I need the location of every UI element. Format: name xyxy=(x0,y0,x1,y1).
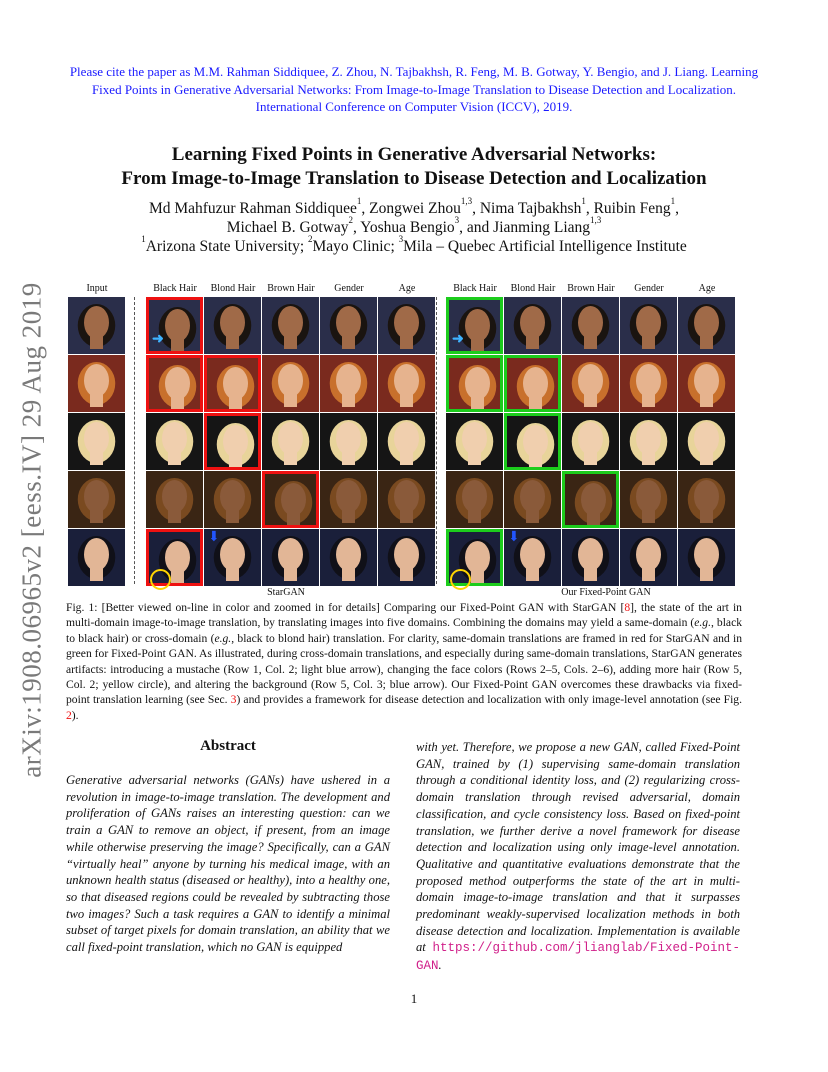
ours-output-image xyxy=(678,355,735,412)
stargan-output-image xyxy=(320,471,377,528)
title-line-2: From Image-to-Image Translation to Disease Detection and Localization xyxy=(121,168,707,189)
authors-line-2 xyxy=(60,215,768,237)
affil-mark: 2 xyxy=(308,234,313,244)
column-header: Input xyxy=(86,283,108,294)
stargan-output-image xyxy=(262,355,319,412)
caption-italic: e.g. xyxy=(694,616,711,630)
stargan-output-image xyxy=(262,297,319,354)
stargan-label: StarGAN xyxy=(267,587,305,598)
stargan-same-domain-image xyxy=(204,355,261,412)
citation-link[interactable]: 8 xyxy=(624,601,631,614)
arxiv-stamp-text: arXiv:1908.06965v2 [eess.IV] 29 Aug 2019 xyxy=(16,282,47,778)
ours-output-image xyxy=(678,413,735,470)
ours-same-domain-image xyxy=(504,413,561,470)
caption-text: ) and provides a framework for disease detection and localization with only image-level annotation (see Fig. xyxy=(236,693,742,707)
ours-output-image xyxy=(620,413,677,470)
caption-text: Fig. 1: [Better viewed on-line in color and zoomed in for details] Comparing our Fixed-Point GAN with StarGAN [ xyxy=(66,601,625,614)
page-number: 1 xyxy=(410,991,418,1006)
column-header: Black Hair xyxy=(153,283,197,294)
column-header: Brown Hair xyxy=(567,283,615,294)
affiliation: Mila – Quebec Artificial Intelligence Institute xyxy=(403,238,687,255)
ours-output-image xyxy=(504,297,561,354)
authors-line-1: Md Mahfuzur Rahman Siddiquee$^1$, Zongwei Zhou$^{1,3}$, Nima Tajbakhsh$^1$, Ruibin Feng$^1$, xyxy=(148,196,680,217)
stargan-output-image xyxy=(378,297,435,354)
ours-output-image xyxy=(620,529,677,586)
panel-separator xyxy=(436,297,437,584)
citation-notice: Please cite the paper as M.M. Rahman Siddiquee, Z. Zhou, N. Tajbakhsh, R. Feng, M. B. Gotway, Y. Bengio, and J. Liang. Learning Fixed Points in Generative Adversarial Networks: From Image-to-Image Translation to Disease Detection and Localization. International Conference on Computer Vision (ICCV), 2019. xyxy=(69,64,759,114)
abstract-text: . xyxy=(438,958,442,973)
ours-output-image xyxy=(678,529,735,586)
fixed-point-panel xyxy=(446,283,740,597)
column-header: Brown Hair xyxy=(267,283,315,294)
input-image xyxy=(68,529,125,586)
stargan-same-domain-image xyxy=(262,471,319,528)
stargan-output-image xyxy=(320,355,377,412)
abstract-right-column xyxy=(416,739,740,975)
column-header: Gender xyxy=(334,283,364,294)
affil-mark: 1 xyxy=(141,234,146,244)
affil-mark: 1 xyxy=(581,196,586,206)
section-link[interactable]: 3 xyxy=(230,693,237,707)
stargan-output-image xyxy=(378,529,435,586)
paper-title xyxy=(60,143,768,191)
affiliation: Arizona State University; xyxy=(145,238,309,255)
stargan-output-image xyxy=(146,413,203,470)
caption-italic: e.g. xyxy=(214,631,232,645)
ours-label: Our Fixed-Point GAN xyxy=(561,587,651,598)
ours-output-image xyxy=(620,297,677,354)
mustache-arrow-icon: ➜ xyxy=(452,332,464,347)
ours-same-domain-image xyxy=(504,355,561,412)
stargan-same-domain-image xyxy=(146,355,203,412)
ours-output-image xyxy=(562,529,619,586)
affil-mark: 3 xyxy=(398,234,404,244)
figure-link[interactable]: 2 xyxy=(66,708,72,722)
author-name: , Nima Tajbakhsh xyxy=(472,200,582,217)
ours-output-image xyxy=(562,413,619,470)
ours-output-image xyxy=(446,471,503,528)
ours-output-image xyxy=(446,413,503,470)
ours-output-image xyxy=(620,471,677,528)
stargan-output-image xyxy=(378,471,435,528)
background-arrow-icon: ⬇ xyxy=(208,530,220,545)
ours-output-image xyxy=(620,355,677,412)
hair-circle-icon xyxy=(150,569,171,590)
column-header: Gender xyxy=(634,283,664,294)
author-name: , Ruibin Feng xyxy=(585,200,671,217)
stargan-output-image xyxy=(378,355,435,412)
figure-caption xyxy=(66,600,742,723)
input-image xyxy=(68,355,125,412)
arxiv-stamp xyxy=(2,282,62,778)
author-name: , Yoshua Bengio xyxy=(353,219,455,236)
title-line-1: Learning Fixed Points in Generative Adversarial Networks: xyxy=(171,144,657,165)
author-name: , Zongwei Zhou xyxy=(361,200,461,217)
figure-1 xyxy=(66,283,740,597)
mustache-arrow-icon: ➜ xyxy=(152,332,164,347)
abstract-text: with yet. Therefore, we propose a new GAN, called Fixed-Point GAN, trained by (1) supervising same-domain translation through a conditional identity loss, and (2) regularizing cross-domain translation through revised adversarial, domain classification, and cycle consistency loss. Based on fixed-point translation, we further derive a novel framework for disease detection and localization using only image-level annotation. Qualitative and quantitative evaluations demonstrate that the proposed method outperforms the state of the art in multi-domain image-to-image translation and that it surpasses predominant weakly-supervised localization methods in both disease detection and localization. Implementation is available at xyxy=(416,740,740,955)
caption-text: ). xyxy=(71,708,79,722)
repo-link[interactable]: https://github.com/jlianglab/Fixed-Point-GAN xyxy=(416,941,740,974)
affiliation: Mayo Clinic; xyxy=(312,238,399,255)
affil-mark: 1,3 xyxy=(590,215,602,225)
abstract-heading: Abstract xyxy=(200,738,256,754)
author-name: Michael B. Gotway xyxy=(226,219,349,236)
input-image xyxy=(68,297,125,354)
stargan-output-image xyxy=(262,413,319,470)
affil-mark: 3 xyxy=(454,215,460,225)
column-header: Blond Hair xyxy=(510,283,556,294)
author-name: , and Jianming Liang xyxy=(459,219,591,236)
hair-circle-icon xyxy=(450,569,471,590)
ours-output-image xyxy=(562,355,619,412)
column-header: Age xyxy=(698,283,716,294)
caption-text: , black to black hair) or cross-domain ( xyxy=(66,616,743,645)
stargan-output-image xyxy=(204,471,261,528)
affil-mark: 1,3 xyxy=(460,196,473,206)
stargan-output-image xyxy=(320,529,377,586)
column-header: Blond Hair xyxy=(210,283,256,294)
caption-text: , black to blond hair) translation. For clarity, same-domain translations are framed in red for StarGAN and in green for Fixed-Point GAN. As illustrated, during cross-domain translations, and especially during same-domain translations, StarGAN generates artifacts: introducing a mustache (Row 1, Col. 2; light blue arrow), changing the face colors (Rows 2–5, Cols. 2–6), adding more hair (Row 5, Col. 2; yellow circle), and altering the background (Row 5, Col. 3; blue arrow). Our Fixed-Point GAN overcomes these drawbacks via fixed-point translation learning (see Sec. xyxy=(66,631,743,707)
affil-mark: 1 xyxy=(356,196,362,206)
affil-mark: 1 xyxy=(670,196,676,206)
abstract-left-column: Generative adversarial networks (GANs) have ushered in a revolution in image-to-image translation. The development and proliferation of GANs raises an interesting question: can we train a GAN to remove an object, if present, from an image while otherwise preserving the image? Specifically, can a GAN “virtually heal” anyone by turning his medical image, with an unknown health status (diseased or healthy), into a healthy one, so that diseased regions could be revealed by subtracting those two images? Such a task requires a GAN to identify a minimal subset of target pixels for domain translation, an ability that we call fixed-point translation, which no GAN is equipped xyxy=(66,773,390,955)
column-header: Age xyxy=(398,283,416,294)
stargan-output-image xyxy=(378,413,435,470)
ours-same-domain-image xyxy=(446,355,503,412)
ours-output-image xyxy=(678,471,735,528)
stargan-output-image xyxy=(262,529,319,586)
ours-same-domain-image xyxy=(562,471,619,528)
input-image xyxy=(68,471,125,528)
stargan-output-image xyxy=(146,471,203,528)
stargan-panel xyxy=(66,283,428,597)
affiliations xyxy=(60,234,768,256)
stargan-output-image xyxy=(320,297,377,354)
input-image xyxy=(68,413,125,470)
background-arrow-icon: ⬇ xyxy=(508,530,520,545)
column-header: Black Hair xyxy=(453,283,497,294)
author-name: Md Mahfuzur Rahman Siddiquee xyxy=(148,200,357,217)
caption-text: ], the state of the art in multi-domain image-to-image translation, by translating images into five domains. Combining the domains may yield a same-domain ( xyxy=(66,601,742,630)
author-block xyxy=(60,196,768,256)
stargan-output-image xyxy=(204,297,261,354)
stargan-output-image xyxy=(320,413,377,470)
ours-output-image xyxy=(504,471,561,528)
input-separator xyxy=(134,297,135,584)
stargan-same-domain-image xyxy=(204,413,261,470)
affil-mark: 2 xyxy=(348,215,354,225)
ours-output-image xyxy=(678,297,735,354)
ours-output-image xyxy=(562,297,619,354)
